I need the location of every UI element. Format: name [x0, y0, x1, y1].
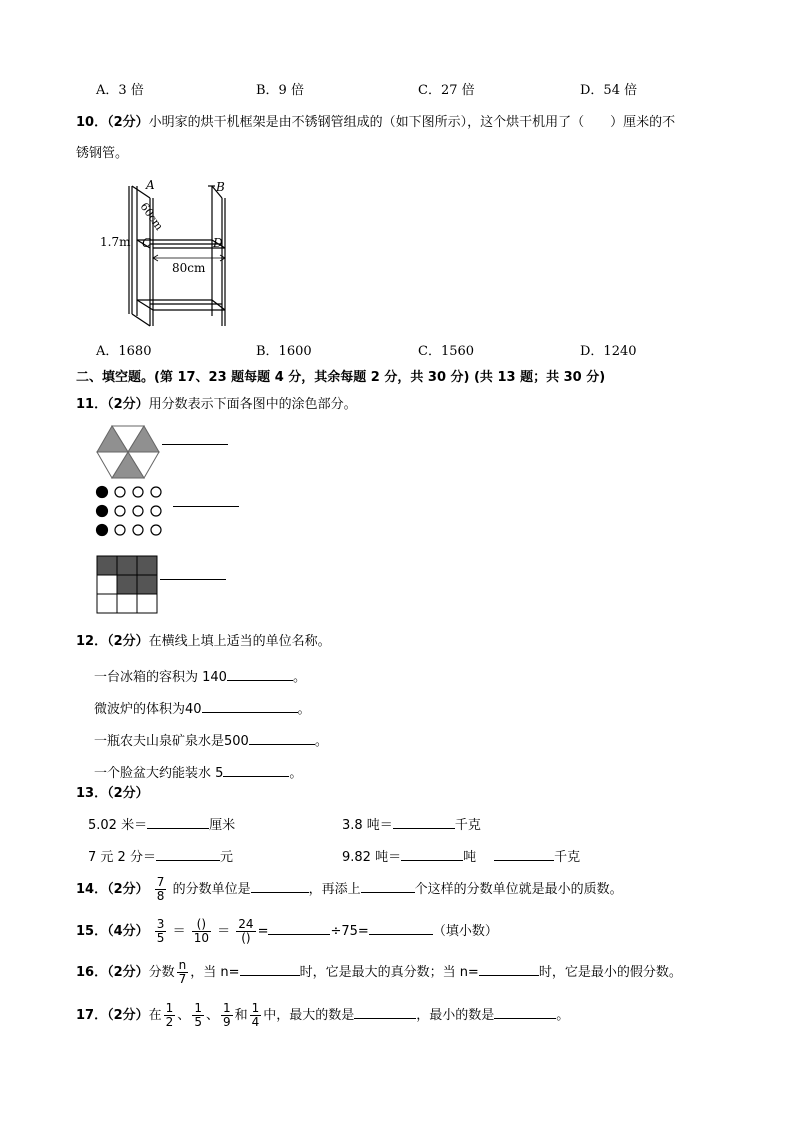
q15-f1-den: 5 — [156, 931, 165, 945]
q10-option-b: B．1600 — [256, 344, 312, 359]
q17-text4: 。 — [556, 1008, 570, 1023]
q9-option-a: A．3 倍 — [96, 83, 144, 98]
q15-fraction-1 — [155, 918, 167, 944]
q13-item-1 — [88, 815, 235, 832]
q17-fraction-3 — [221, 1002, 233, 1028]
q15-score: （4分） — [107, 924, 149, 939]
q17-text2: 中，最大的数是 — [263, 1008, 355, 1023]
q14-score: （2分） — [107, 882, 149, 897]
q13-blank-1[interactable] — [147, 815, 209, 829]
q17-blank-2[interactable] — [494, 1005, 556, 1019]
q17-f3-num: 1 — [222, 1001, 231, 1016]
q10-option-d: D．1240 — [580, 344, 637, 359]
q14-fraction — [155, 876, 167, 902]
q12-item-2 — [94, 699, 311, 716]
height-label: 1.7m — [100, 235, 131, 249]
q11-answer-blank-1[interactable] — [162, 444, 228, 445]
q10-number: 10． — [76, 115, 108, 130]
q12-blank-4[interactable] — [223, 763, 289, 777]
q17-score: （2分） — [107, 1008, 149, 1023]
q17-f4-num: 1 — [251, 1001, 260, 1016]
q13-blank-2[interactable] — [393, 815, 455, 829]
q14-text1: 的分数单位是 — [172, 882, 251, 897]
q17-sep-1: 、 — [177, 1008, 191, 1023]
q9-option-c: C．27 倍 — [418, 83, 475, 98]
q13-item-1-text: 5.02 米＝ — [88, 818, 148, 833]
q11-answer-blank-2[interactable] — [173, 506, 239, 507]
q12-item-1-end: 。 — [292, 670, 306, 685]
q13-item-2-text: 3.8 吨＝ — [342, 818, 393, 833]
q17-f2-den: 5 — [194, 1015, 202, 1029]
q17-f2-num: 1 — [194, 1001, 202, 1016]
q13-item-4-unit-2: 千克 — [554, 850, 581, 865]
q11-text: 用分数表示下面各图中的涂色部分。 — [148, 397, 357, 412]
q12-item-3-text: 一瓶农夫山泉矿泉水是500 — [94, 734, 249, 749]
q15-fraction-2 — [192, 918, 211, 944]
question-14 — [76, 873, 623, 907]
q13-item-1-unit: 厘米 — [209, 818, 236, 833]
q15-eq-2: ＝ — [217, 924, 231, 939]
q15-eq-1: ＝ — [172, 924, 186, 939]
label-a: A — [146, 178, 155, 192]
q12-item-1 — [94, 667, 306, 684]
q12-item-2-end: 。 — [297, 702, 311, 717]
q10-line1 — [76, 116, 675, 129]
q15-blank-1[interactable] — [268, 921, 330, 935]
q12-item-3-end: 。 — [314, 734, 328, 749]
q12-line — [76, 635, 331, 648]
q14-blank-2[interactable] — [361, 879, 415, 893]
q12-blank-1[interactable] — [227, 667, 293, 681]
q12-item-3 — [94, 731, 328, 748]
q12-item-4 — [94, 763, 302, 780]
q14-text2: ，再添上 — [308, 882, 361, 897]
q13-item-2-unit: 千克 — [454, 818, 481, 833]
q17-sep-2: 、 — [205, 1008, 219, 1023]
dryer-frame-figure — [100, 178, 240, 328]
q13-score: （2分） — [107, 786, 149, 801]
q9-option-b: B．9 倍 — [256, 83, 304, 98]
q12-item-4-end: 。 — [289, 766, 303, 781]
q14-frac-den: 8 — [156, 889, 165, 903]
q13-blank-3[interactable] — [156, 847, 220, 861]
q16-blank-2[interactable] — [479, 962, 539, 976]
q16-number: 16． — [76, 965, 108, 980]
q17-fraction-1 — [164, 1002, 176, 1028]
question-17 — [76, 998, 569, 1034]
q15-f3-den: () — [236, 931, 255, 945]
q13-item-3 — [88, 847, 233, 864]
q16-score: （2分） — [107, 965, 149, 980]
q13-item-4-text: 9.82 吨＝ — [342, 850, 402, 865]
q13-line — [76, 787, 149, 800]
q11-number: 11． — [76, 397, 108, 412]
q17-f1-num: 1 — [165, 1001, 174, 1016]
q16-text1: 分数 — [148, 965, 175, 980]
q14-blank-1[interactable] — [251, 879, 309, 893]
q13-item-3-text: 7 元 2 分＝ — [88, 850, 156, 865]
q13-blank-4[interactable] — [401, 847, 463, 861]
q15-f2-den: 10 — [193, 931, 209, 945]
q16-blank-1[interactable] — [240, 962, 300, 976]
q15-f1-num: 3 — [156, 917, 165, 932]
q17-f3-den: 9 — [222, 1015, 231, 1029]
grid-figure — [96, 555, 158, 615]
q15-div: ÷75= — [330, 924, 369, 939]
question-15 — [76, 914, 498, 950]
q16-fraction — [177, 959, 189, 985]
label-d: D — [213, 236, 223, 250]
q15-number: 15． — [76, 924, 108, 939]
q11-line — [76, 398, 357, 411]
q17-f1-den: 2 — [165, 1015, 174, 1029]
q12-item-1-text: 一台冰箱的容积为 140 — [94, 670, 227, 685]
q12-number: 12． — [76, 634, 108, 649]
q12-item-2-text: 微波炉的体积为40 — [94, 702, 202, 717]
q17-text3: ，最小的数是 — [416, 1008, 495, 1023]
q15-note: （填小数） — [432, 924, 498, 939]
q15-f3-num: 24 — [238, 917, 254, 932]
question-16 — [76, 955, 682, 991]
q16-text3: 时，它是最大的真分数；当 n= — [299, 965, 479, 980]
q15-blank-2[interactable] — [369, 921, 433, 935]
q10-text2: 锈钢管。 — [76, 146, 129, 161]
q14-frac-num: 7 — [156, 875, 165, 890]
q13-item-4 — [342, 847, 580, 864]
hexagon-figure — [95, 424, 161, 480]
q13-item-2 — [342, 815, 481, 832]
q12-blank-3[interactable] — [249, 731, 315, 745]
q14-number: 14． — [76, 882, 108, 897]
q17-and: 和 — [234, 1008, 248, 1023]
q10-option-c: C．1560 — [418, 344, 475, 359]
width-label: 80cm — [172, 261, 206, 275]
q10-option-a: A．1680 — [96, 344, 152, 359]
q17-fraction-2 — [192, 1002, 204, 1028]
section-2-title: 二、填空题。(第 17、23 题每题 4 分，其余每题 2 分，共 30 分) (共 13 题；共 30 分) — [76, 370, 606, 385]
q11-answer-blank-3[interactable] — [160, 579, 226, 580]
q17-number: 17． — [76, 1008, 108, 1023]
q16-text2: ，当 n= — [190, 965, 240, 980]
q15-f2-num: () — [196, 917, 207, 932]
q17-text1: 在 — [148, 1008, 162, 1023]
q15-eq-3: = — [257, 924, 269, 939]
q16-frac-den: 7 — [178, 972, 187, 986]
q17-fraction-4 — [250, 1002, 262, 1028]
circles-figure — [94, 484, 174, 540]
q16-text4: 时，它是最小的假分数。 — [538, 965, 682, 980]
q13-item-4-unit-1: 吨 — [463, 850, 477, 865]
q15-fraction-3 — [236, 918, 255, 944]
q10-score: （2分） — [107, 115, 149, 130]
label-b: B — [216, 180, 225, 194]
q17-blank-1[interactable] — [354, 1005, 416, 1019]
q17-f4-den: 4 — [251, 1015, 260, 1029]
q12-blank-2[interactable] — [202, 699, 298, 713]
q16-frac-num: n — [178, 958, 187, 973]
q10-text1: 小明家的烘干机框架是由不锈钢管组成的（如下图所示），这个烘干机用了（ ）厘米的不 — [148, 115, 676, 130]
q12-text: 在横线上填上适当的单位名称。 — [148, 634, 331, 649]
q12-score: （2分） — [107, 634, 149, 649]
q13-item-3-unit: 元 — [219, 850, 233, 865]
q12-item-4-text: 一个脸盆大约能装水 5 — [94, 766, 224, 781]
q11-score: （2分） — [107, 397, 149, 412]
q13-blank-5[interactable] — [494, 847, 554, 861]
q13-number: 13． — [76, 786, 108, 801]
q9-option-d: D．54 倍 — [580, 83, 638, 98]
q14-text3: 个这样的分数单位就是最小的质数。 — [414, 882, 623, 897]
label-c: C — [142, 236, 152, 250]
depth-label: 60cm — [137, 200, 166, 233]
